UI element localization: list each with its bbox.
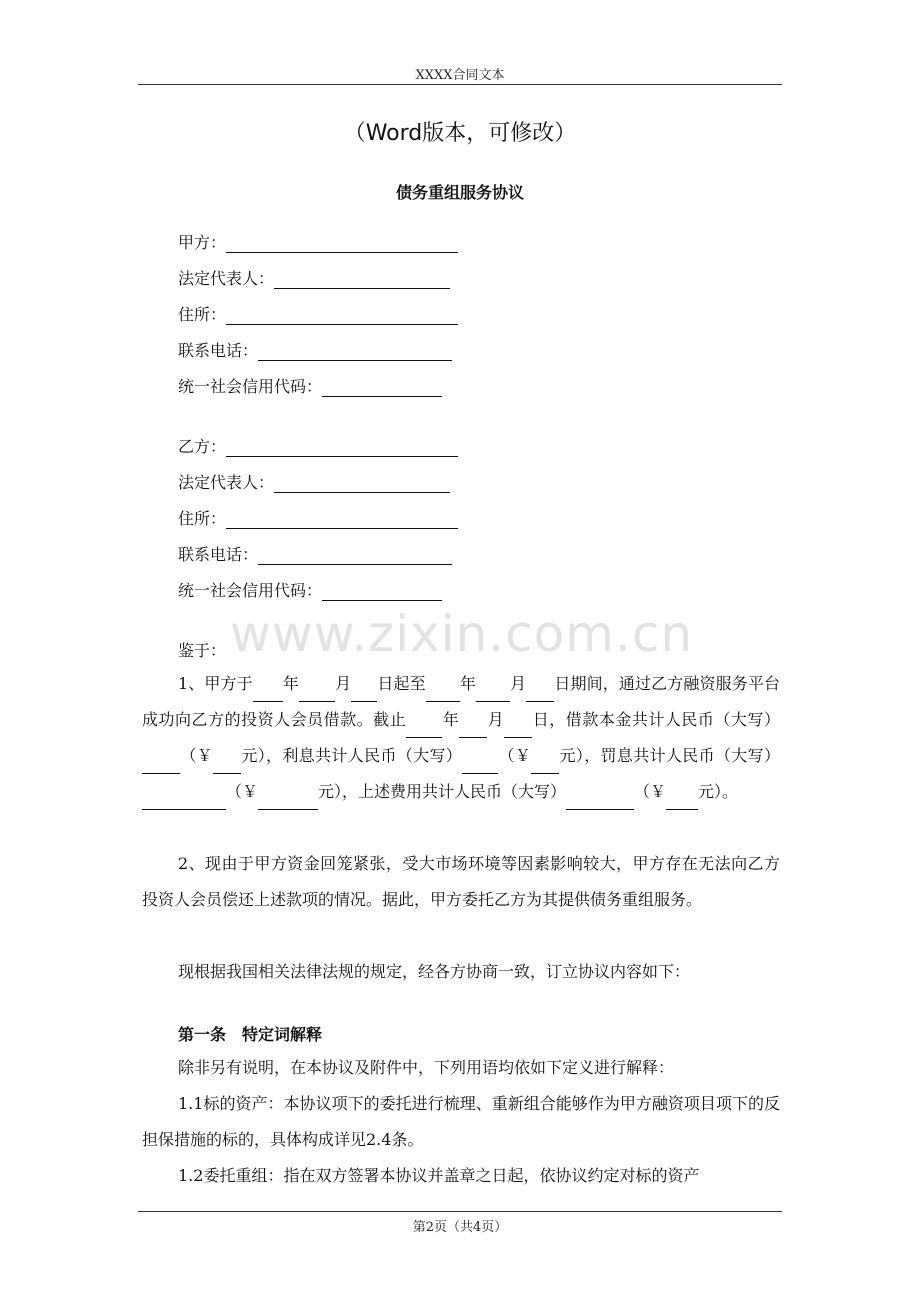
party-b-credit-label: 统一社会信用代码： [178, 581, 323, 600]
party-b-credit-blank [322, 583, 442, 601]
party-b-address-field [178, 506, 458, 529]
party-b-rep-label: 法定代表人： [178, 473, 275, 492]
party-a-phone-label: 联系电话： [178, 341, 259, 360]
clause-1-text: 年 [442, 710, 460, 729]
clause-1-text: 日起至 [377, 674, 426, 693]
document-subtitle: （Word版本，可修改） [343, 121, 577, 146]
party-b-phone-blank [258, 547, 452, 565]
blank-penalty-amount [258, 793, 318, 810]
blank-day [526, 685, 554, 702]
article-1-heading: 第一条 特定词解释 [178, 1025, 323, 1044]
party-b-rep-blank [274, 475, 450, 493]
whereas-heading: 鉴于： [178, 641, 227, 660]
blank-principal-amount [213, 757, 241, 774]
clause-1-text: （￥ [498, 746, 532, 765]
clause-1-text: 日期间，通过乙方融资服务平台成功向乙方的投资人会员借款。截止 [142, 674, 780, 729]
footer-divider [138, 1211, 782, 1212]
clause-3: 现根据我国相关法律法规的规定，经各方协商一致，订立协议内容如下： [178, 962, 691, 981]
clause-1-text: （￥ [226, 782, 259, 801]
party-a-rep-blank [274, 271, 450, 289]
party-a-name-label: 甲方： [178, 233, 227, 252]
clause-1-text: 年 [282, 674, 300, 693]
clause-1-text: （￥ [180, 746, 214, 765]
clause-1-text: 年 [459, 674, 477, 693]
article-1-item-2: 1.2委托重组：指在双方签署本协议并盖章之日起，依协议约定对标的资产 [178, 1166, 700, 1185]
party-b-address-label: 住所： [178, 509, 227, 528]
party-a-phone-field [178, 338, 452, 361]
blank-interest-words [462, 757, 498, 774]
watermark: www.zixin.com.cn [230, 605, 694, 663]
party-a-rep-field [178, 266, 450, 289]
party-a-name-field [178, 230, 458, 253]
party-b-address-blank [226, 511, 458, 529]
blank-total-amount [666, 793, 698, 810]
clause-1-text: 元）。 [698, 782, 739, 801]
blank-year [426, 685, 460, 702]
party-b-credit-field [178, 578, 442, 601]
party-a-address-label: 住所： [178, 305, 227, 324]
blank-month [459, 721, 487, 738]
party-b-phone-label: 联系电话： [178, 545, 259, 564]
blank-interest-amount [531, 757, 559, 774]
blank-total-words [566, 793, 634, 810]
clause-1-text: （￥ [634, 782, 667, 801]
party-b-name-field [178, 434, 458, 457]
blank-day [351, 685, 377, 702]
blank-principal-words [142, 757, 180, 774]
blank-year [253, 685, 283, 702]
party-b-name-label: 乙方： [178, 437, 227, 456]
clause-1-text: 月 [510, 674, 527, 693]
party-a-name-blank [226, 235, 458, 253]
party-b-rep-field [178, 470, 450, 493]
clause-1-text: 日，借款本金共计人民币（大写） [532, 710, 780, 729]
header-divider [138, 84, 782, 85]
clause-1 [142, 666, 780, 810]
blank-year [406, 721, 442, 738]
article-1-intro: 除非另有说明，在本协议及附件中，下列用语均依如下定义进行解释： [178, 1058, 675, 1077]
clause-1-text: 1、甲方于 [178, 674, 253, 693]
article-1-item-1: 1.1标的资产：本协议项下的委托进行梳理、重新组合能够作为甲方融资项目项下的反担保措施的标的，具体构成详见2.4条。 [142, 1094, 780, 1149]
party-b-phone-field [178, 542, 452, 565]
page-footer: 第2页（共4页） [412, 1220, 508, 1235]
blank-month [299, 685, 335, 702]
party-a-credit-field [178, 374, 442, 397]
clause-2: 2、现由于甲方资金回笼紧张，受大市场环境等因素影响较大，甲方存在无法向乙方投资人会员偿还上述款项的情况。据此，甲方委托乙方为其提供债务重组服务。 [142, 854, 780, 909]
party-a-credit-label: 统一社会信用代码： [178, 377, 323, 396]
clause-1-text: 月 [487, 710, 505, 729]
clause-1-text: 月 [335, 674, 352, 693]
clause-1-text: 元），上述费用共计人民币（大写） [318, 782, 567, 801]
clause-1-text: 元），利息共计人民币（大写） [241, 746, 463, 765]
clause-1-text: 元），罚息共计人民币（大写） [559, 746, 780, 765]
blank-month [476, 685, 510, 702]
blank-day [504, 721, 532, 738]
page-header: XXXX合同文本 [415, 68, 505, 83]
party-a-phone-blank [258, 343, 452, 361]
party-a-address-field [178, 302, 458, 325]
party-b-name-blank [226, 439, 458, 457]
party-a-rep-label: 法定代表人： [178, 269, 275, 288]
party-a-credit-blank [322, 379, 442, 397]
document-title: 债务重组服务协议 [395, 183, 524, 202]
party-a-address-blank [226, 307, 458, 325]
blank-penalty-words [142, 793, 226, 810]
